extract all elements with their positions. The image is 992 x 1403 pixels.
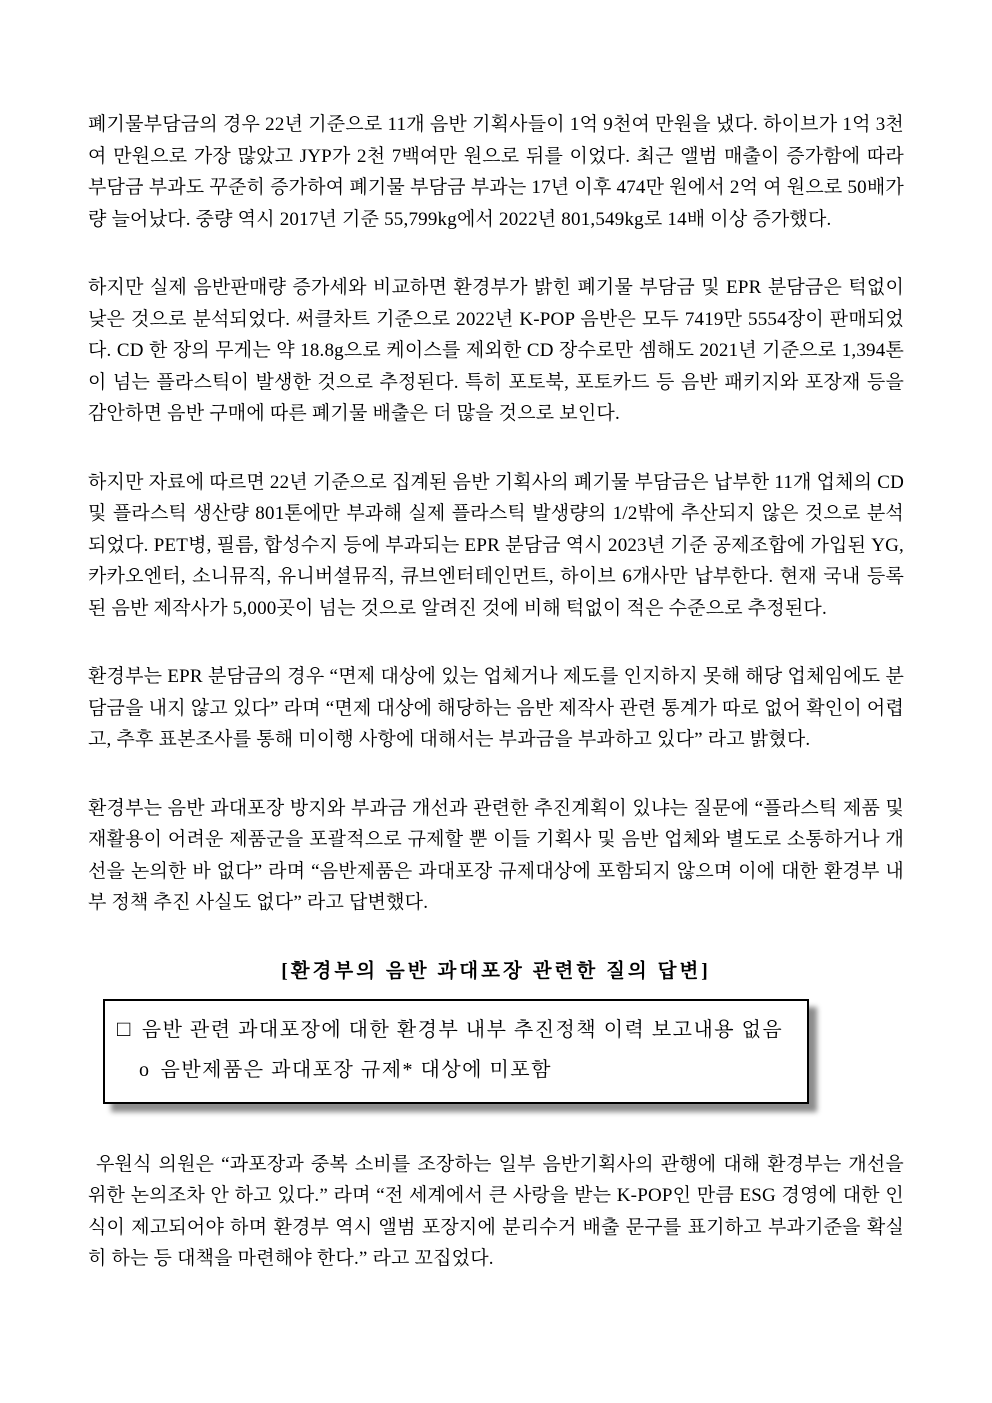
closing-paragraph: 우원식 의원은 “과포장과 중복 소비를 조장하는 일부 음반기획사의 관행에 대해 환경부는 개선을 위한 논의조차 안 하고 있다.” 라며 “전 세계에서 큰 사랑을 받는 K-POP인 만큼 ESG 경영에 대한 인식이 제고되어야 하며 환경부 역시 앨범 포장지에 분리수거 배출 문구를 표기하고 부과기준을 확실히 하는 등 대책을 마련해야 한다.” 라고 꼬집었다.: [88, 1153, 904, 1269]
qa-box-item: [117, 1009, 789, 1050]
document-content: [88, 109, 904, 1275]
body-paragraph: 환경부는 음반 과대포장 방지와 부과금 개선과 관련한 추진계획이 있냐는 질문에 “플라스틱 제품 및 재활용이 어려운 제품군을 포괄적으로 규제할 뿐 이들 기획사 및 음반 업체와 별도로 소통하거나 개선을 논의한 바 없다” 라며 “음반제품은 과대포장 규제대상에 포함되지 않으며 이에 대한 환경부 내부 정책 추진 사실도 없다” 라고 답변했다.: [88, 797, 904, 913]
qa-box-item-text: 음반 관련 과대포장에 대한 환경부 내부 추진정책 이력 보고내용 없음: [141, 1018, 784, 1041]
body-paragraph: 하지만 실제 음반판매량 증가세와 비교하면 환경부가 밝힌 폐기물 부담금 및 EPR 분담금은 턱없이 낮은 것으로 분석되었다. 써클차트 기준으로 2022년 K-POP 음반은 모두 7419만 5554장이 판매되었다. CD 한 장의 무게는 약 18.8g으로 케이스를 제외한 CD 장수로만 셈해도 2021년 기준으로 1,394톤이 넘는 플라스틱이 발생한 것으로 추정된다. 특히 포토북, 포토카드 등 음반 패키지와 포장재 등을 감안하면 음반 구매에 따른 폐기물 배출은 더 많을 것으로 보인다.: [88, 277, 904, 424]
body-paragraph: 하지만 자료에 따르면 22년 기준으로 집계된 음반 기획사의 폐기물 부담금은 납부한 11개 업체의 CD 및 플라스틱 생산량 801톤에만 부과해 실제 플라스틱 발생량의 1/2밖에 추산되지 않은 것으로 분석되었다. PET병, 필름, 합성수지 등에 부과되는 EPR 분담금 역시 2023년 기준 공제조합에 가입된 YG, 카카오엔터, 소니뮤직, 유니버셜뮤직, 큐브엔터테인먼트, 하이브 6개사만 납부한다. 현재 국내 등록된 음반 제작사가 5,000곳이 넘는 것으로 알려진 것에 비해 턱없이 적은 수준으로 추정된다.: [88, 471, 904, 619]
qa-box-item-text: 음반제품은 과대포장 규제* 대상에 미포함: [160, 1058, 552, 1081]
qa-answer-box: [103, 999, 809, 1104]
body-paragraph: 폐기물부담금의 경우 22년 기준으로 11개 음반 기획사들이 1억 9천여 만원을 냈다. 하이브가 1억 3천여 만원으로 가장 많았고 JYP가 2천 7백여만 원으로 뒤를 이었다. 최근 앨범 매출이 증가함에 따라 부담금 부과도 꾸준히 증가하여 폐기물 부담금 부과는 17년 이후 474만 원에서 2억 여 원으로 50배가량 늘어났다. 중량 역시 2017년 기준 55,799kg에서 2022년 801,549kg로 14배 이상 증가했다.: [88, 114, 904, 230]
square-bullet-icon: □: [117, 1015, 132, 1041]
qa-box-item: [117, 1050, 789, 1090]
qa-section-heading: [환경부의 음반 과대포장 관련한 질의 답변]: [281, 960, 711, 982]
circle-bullet-icon: o: [139, 1058, 151, 1081]
body-paragraph: 환경부는 EPR 분담금의 경우 “면제 대상에 있는 업체거나 제도를 인지하지 못해 해당 업체임에도 분담금을 내지 않고 있다” 라며 “면제 대상에 해당하는 음반 제작사 관련 통계가 따로 없어 확인이 어렵고, 추후 표본조사를 통해 미이행 사항에 대해서는 부과금을 부과하고 있다” 라고 밝혔다.: [88, 666, 904, 750]
